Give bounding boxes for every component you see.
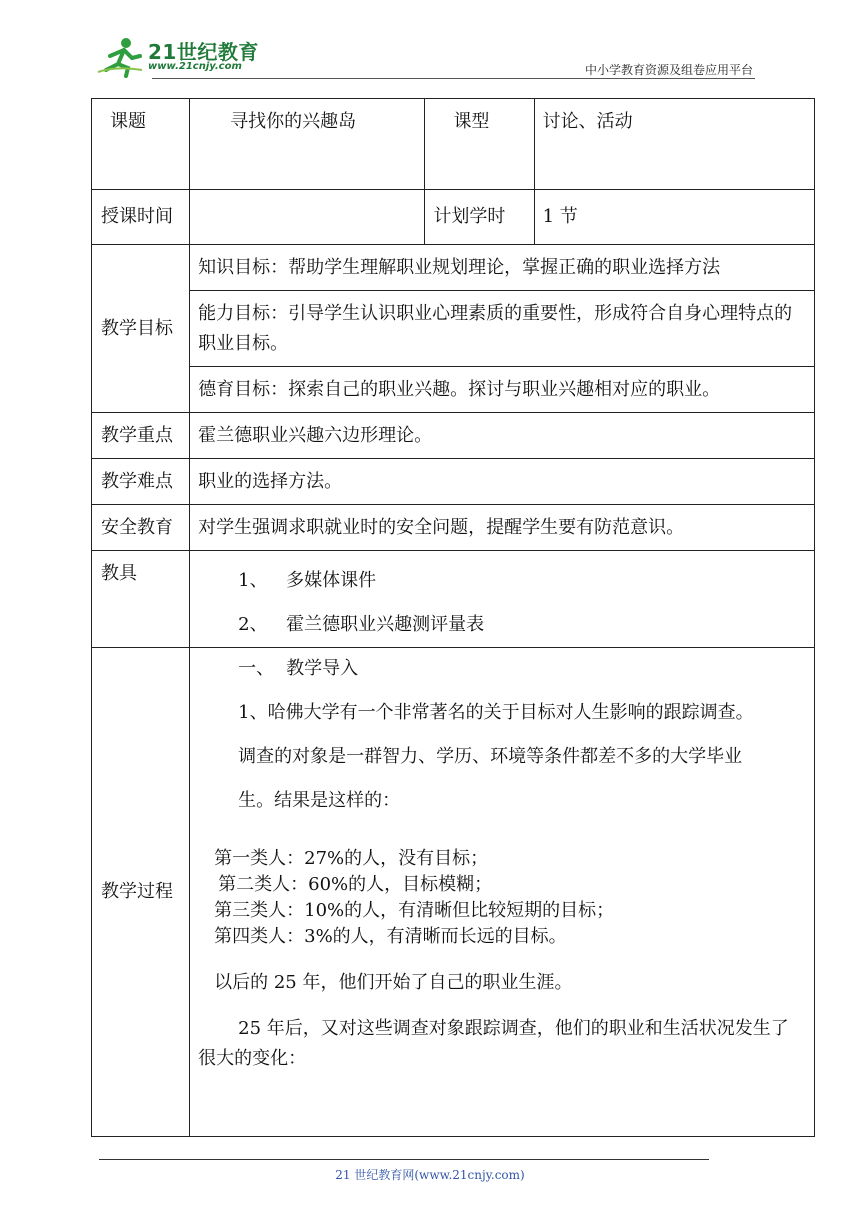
site-logo bbox=[96, 34, 266, 78]
header-divider bbox=[152, 78, 755, 79]
topic-value: 寻找你的兴趣岛 bbox=[190, 99, 425, 190]
type-label: 课型 bbox=[425, 99, 534, 190]
result-item: 第四类人：3%的人，有清晰而长远的目标。 bbox=[214, 926, 567, 947]
process-cell bbox=[190, 648, 815, 1137]
goals-cell bbox=[190, 245, 815, 413]
process-paragraph: 1、哈佛大学有一个非常著名的关于目标对人生影响的跟踪调查。 bbox=[238, 702, 754, 723]
focus-label: 教学重点 bbox=[92, 413, 190, 459]
logo-text: 21世纪教育 bbox=[148, 40, 259, 64]
type-value: 讨论、活动 bbox=[534, 99, 814, 190]
section-heading bbox=[198, 654, 806, 684]
result-item: 第二类人：60%的人，目标模糊； bbox=[218, 874, 493, 895]
row-time bbox=[92, 190, 815, 245]
topic-label: 课题 bbox=[92, 99, 190, 190]
tool-num: 2、 bbox=[238, 614, 268, 635]
footer-divider bbox=[99, 1159, 709, 1160]
row-difficulty bbox=[92, 459, 815, 505]
process-paragraph: 以后的 25 年，他们开始了自己的职业生涯。 bbox=[214, 972, 573, 993]
section-num: 一、 bbox=[238, 658, 275, 679]
process-paragraph: 25 年后，又对这些调查对象跟踪调查，他们的职业和生活状况发生了很大的变化： bbox=[198, 1018, 789, 1069]
row-focus bbox=[92, 413, 815, 459]
footer-link[interactable]: 21 世纪教育网(www.21cnjy.com) bbox=[335, 1168, 525, 1182]
row-tools bbox=[92, 551, 815, 648]
process-label: 教学过程 bbox=[92, 648, 190, 1137]
safety-label: 安全教育 bbox=[92, 505, 190, 551]
row-safety bbox=[92, 505, 815, 551]
result-list bbox=[198, 846, 806, 950]
runner-logo-icon bbox=[96, 34, 146, 78]
goal-moral: 德育目标：探索自己的职业兴趣。探讨与职业兴趣相对应的职业。 bbox=[198, 379, 721, 400]
focus-value: 霍兰德职业兴趣六边形理论。 bbox=[190, 413, 815, 459]
row-process bbox=[92, 648, 815, 1137]
difficulty-label: 教学难点 bbox=[92, 459, 190, 505]
lesson-plan-table bbox=[91, 98, 815, 1137]
tool-text: 霍兰德职业兴趣测评量表 bbox=[286, 614, 485, 635]
hours-label: 计划学时 bbox=[425, 190, 534, 245]
section-title: 教学导入 bbox=[286, 658, 359, 679]
safety-value: 对学生强调求职就业时的安全问题，提醒学生要有防范意识。 bbox=[190, 505, 815, 551]
platform-name: 中小学教育资源及组卷应用平台 bbox=[584, 63, 753, 77]
time-value bbox=[190, 190, 425, 245]
tool-item bbox=[190, 559, 814, 603]
tool-num: 1、 bbox=[238, 570, 268, 591]
hours-value: 1 节 bbox=[534, 190, 814, 245]
goals-label: 教学目标 bbox=[92, 245, 190, 413]
result-item: 第一类人：27%的人，没有目标； bbox=[214, 848, 489, 869]
time-label: 授课时间 bbox=[92, 190, 190, 245]
result-item: 第三类人：10%的人，有清晰但比较短期的目标； bbox=[214, 900, 615, 921]
difficulty-value: 职业的选择方法。 bbox=[190, 459, 815, 505]
goal-knowledge: 知识目标：帮助学生理解职业规划理论，掌握正确的职业选择方法 bbox=[190, 245, 814, 291]
goal-ability: 能力目标：引导学生认识职业心理素质的重要性，形成符合自身心理特点的职业目标。 bbox=[190, 291, 814, 367]
row-topic bbox=[92, 99, 815, 190]
tool-item bbox=[190, 603, 814, 647]
process-paragraph: 生。结果是这样的： bbox=[238, 790, 401, 811]
tool-text: 多媒体课件 bbox=[286, 570, 377, 591]
page-header bbox=[92, 34, 755, 80]
tools-cell bbox=[190, 551, 815, 648]
tools-label: 教具 bbox=[92, 551, 190, 648]
process-paragraph: 调查的对象是一群智力、学历、环境等条件都差不多的大学毕业 bbox=[238, 746, 743, 767]
row-goals bbox=[92, 245, 815, 413]
logo-url: www.21cnjy.com bbox=[148, 61, 242, 72]
